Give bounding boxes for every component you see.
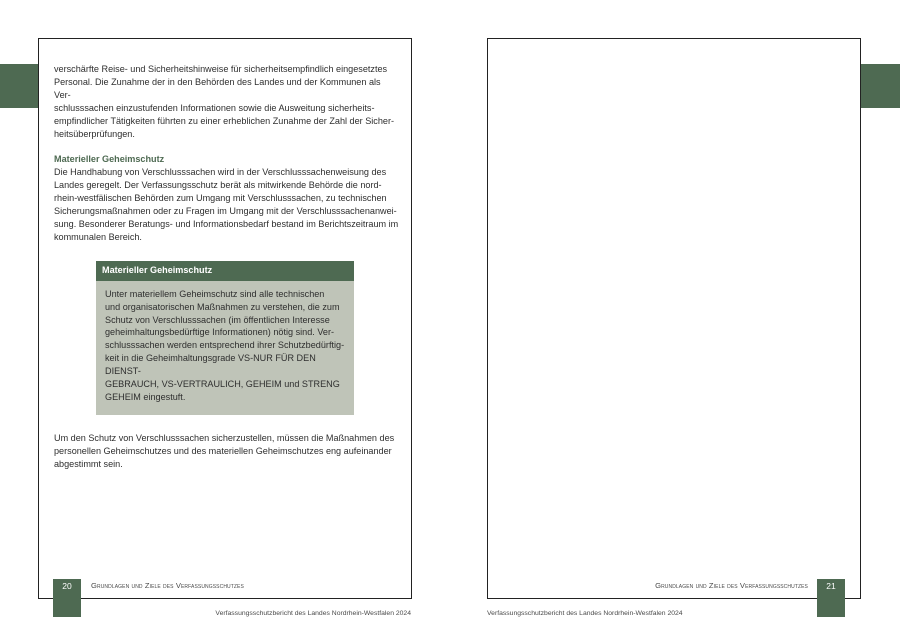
- text-line: heitsüberprüfungen.: [54, 128, 135, 139]
- paragraph-conclusion: [54, 432, 399, 471]
- paragraph-personnel-security: [54, 63, 399, 140]
- text-line: Personal. Die Zunahme der in den Behörden des Landes und der Kommunen als Ver-: [54, 76, 381, 100]
- section-heading: Materieller Geheimschutz: [54, 154, 165, 165]
- text-line: schlusssachen einzustufenden Informationen sowie die Ausweitung sicherheits-: [54, 102, 375, 113]
- footer-left: Verfassungsschutzbericht des Landes Nordrhein-Westfalen 2024: [215, 610, 411, 617]
- text-line: Um den Schutz von Verschlusssachen sicherzustellen, müssen die Maßnahmen des: [54, 432, 395, 443]
- left-page: [38, 38, 412, 599]
- text-line: sung. Besonderer Beratungs- und Informationsbedarf bestand im Berichtszeitraum im: [54, 218, 399, 229]
- definition-box-body: [96, 281, 354, 415]
- left-page-content: [54, 63, 399, 471]
- chapter-tab-left: [0, 64, 38, 108]
- text-line: Die Handhabung von Verschlusssachen wird in der Verschlusssachenweisung des: [54, 167, 387, 178]
- text-line: empfindlicher Tätigkeiten führten zu einer erheblichen Zunahme der Zahl der Sicher-: [54, 115, 395, 126]
- text-line: kommunalen Bereich.: [54, 231, 142, 242]
- paragraph-material-security: [54, 166, 399, 243]
- text-line: GEBRAUCH, VS-VERTRAULICH, GEHEIM und STRENG: [105, 379, 340, 390]
- text-line: abgestimmt sein.: [54, 458, 123, 469]
- page-number-left: 20: [53, 579, 81, 617]
- running-head-left: Grundlagen und Ziele des Verfassungsschutzes: [91, 581, 244, 590]
- text-line: verschärfte Reise- und Sicherheitshinweise für sicherheitsempfindlich eingesetztes: [54, 64, 388, 74]
- text-line: Schutz von Verschlusssachen (im öffentlichen Interesse: [105, 314, 330, 325]
- text-line: und organisatorischen Maßnahmen zu verstehen, die zum: [105, 301, 340, 312]
- definition-box-title: Materieller Geheimschutz: [96, 261, 354, 281]
- footer-right: Verfassungsschutzbericht des Landes Nordrhein-Westfalen 2024: [487, 610, 683, 617]
- text-line: Sicherungsmaßnahmen oder zu Fragen im Umgang mit der Verschlusssachenanwei-: [54, 206, 397, 217]
- definition-box: [96, 261, 354, 415]
- text-line: Unter materiellem Geheimschutz sind alle technischen: [105, 288, 325, 299]
- text-line: Landes geregelt. Der Verfassungsschutz berät als mitwirkende Behörde die nord-: [54, 180, 382, 191]
- right-page: [487, 38, 861, 599]
- page-number-right: 21: [817, 579, 845, 617]
- text-line: geheimhaltungsbedürftige Informationen) nötig sind. Ver-: [105, 327, 334, 338]
- text-line: personellen Geheimschutzes und des materiellen Geheimschutzes eng aufeinander: [54, 445, 392, 456]
- running-head-right: Grundlagen und Ziele des Verfassungsschutzes: [655, 581, 808, 590]
- text-line: schlusssachen werden entsprechend ihrer Schutzbedürftig-: [105, 340, 345, 351]
- text-line: rhein-westfälischen Behörden zum Umgang mit Verschlusssachen, zu technischen: [54, 193, 387, 204]
- chapter-tab-right: [861, 64, 900, 108]
- text-line: GEHEIM eingestuft.: [105, 391, 186, 402]
- text-line: keit in die Geheimhaltungsgrade VS-NUR FÜR DEN DIENST-: [105, 353, 316, 377]
